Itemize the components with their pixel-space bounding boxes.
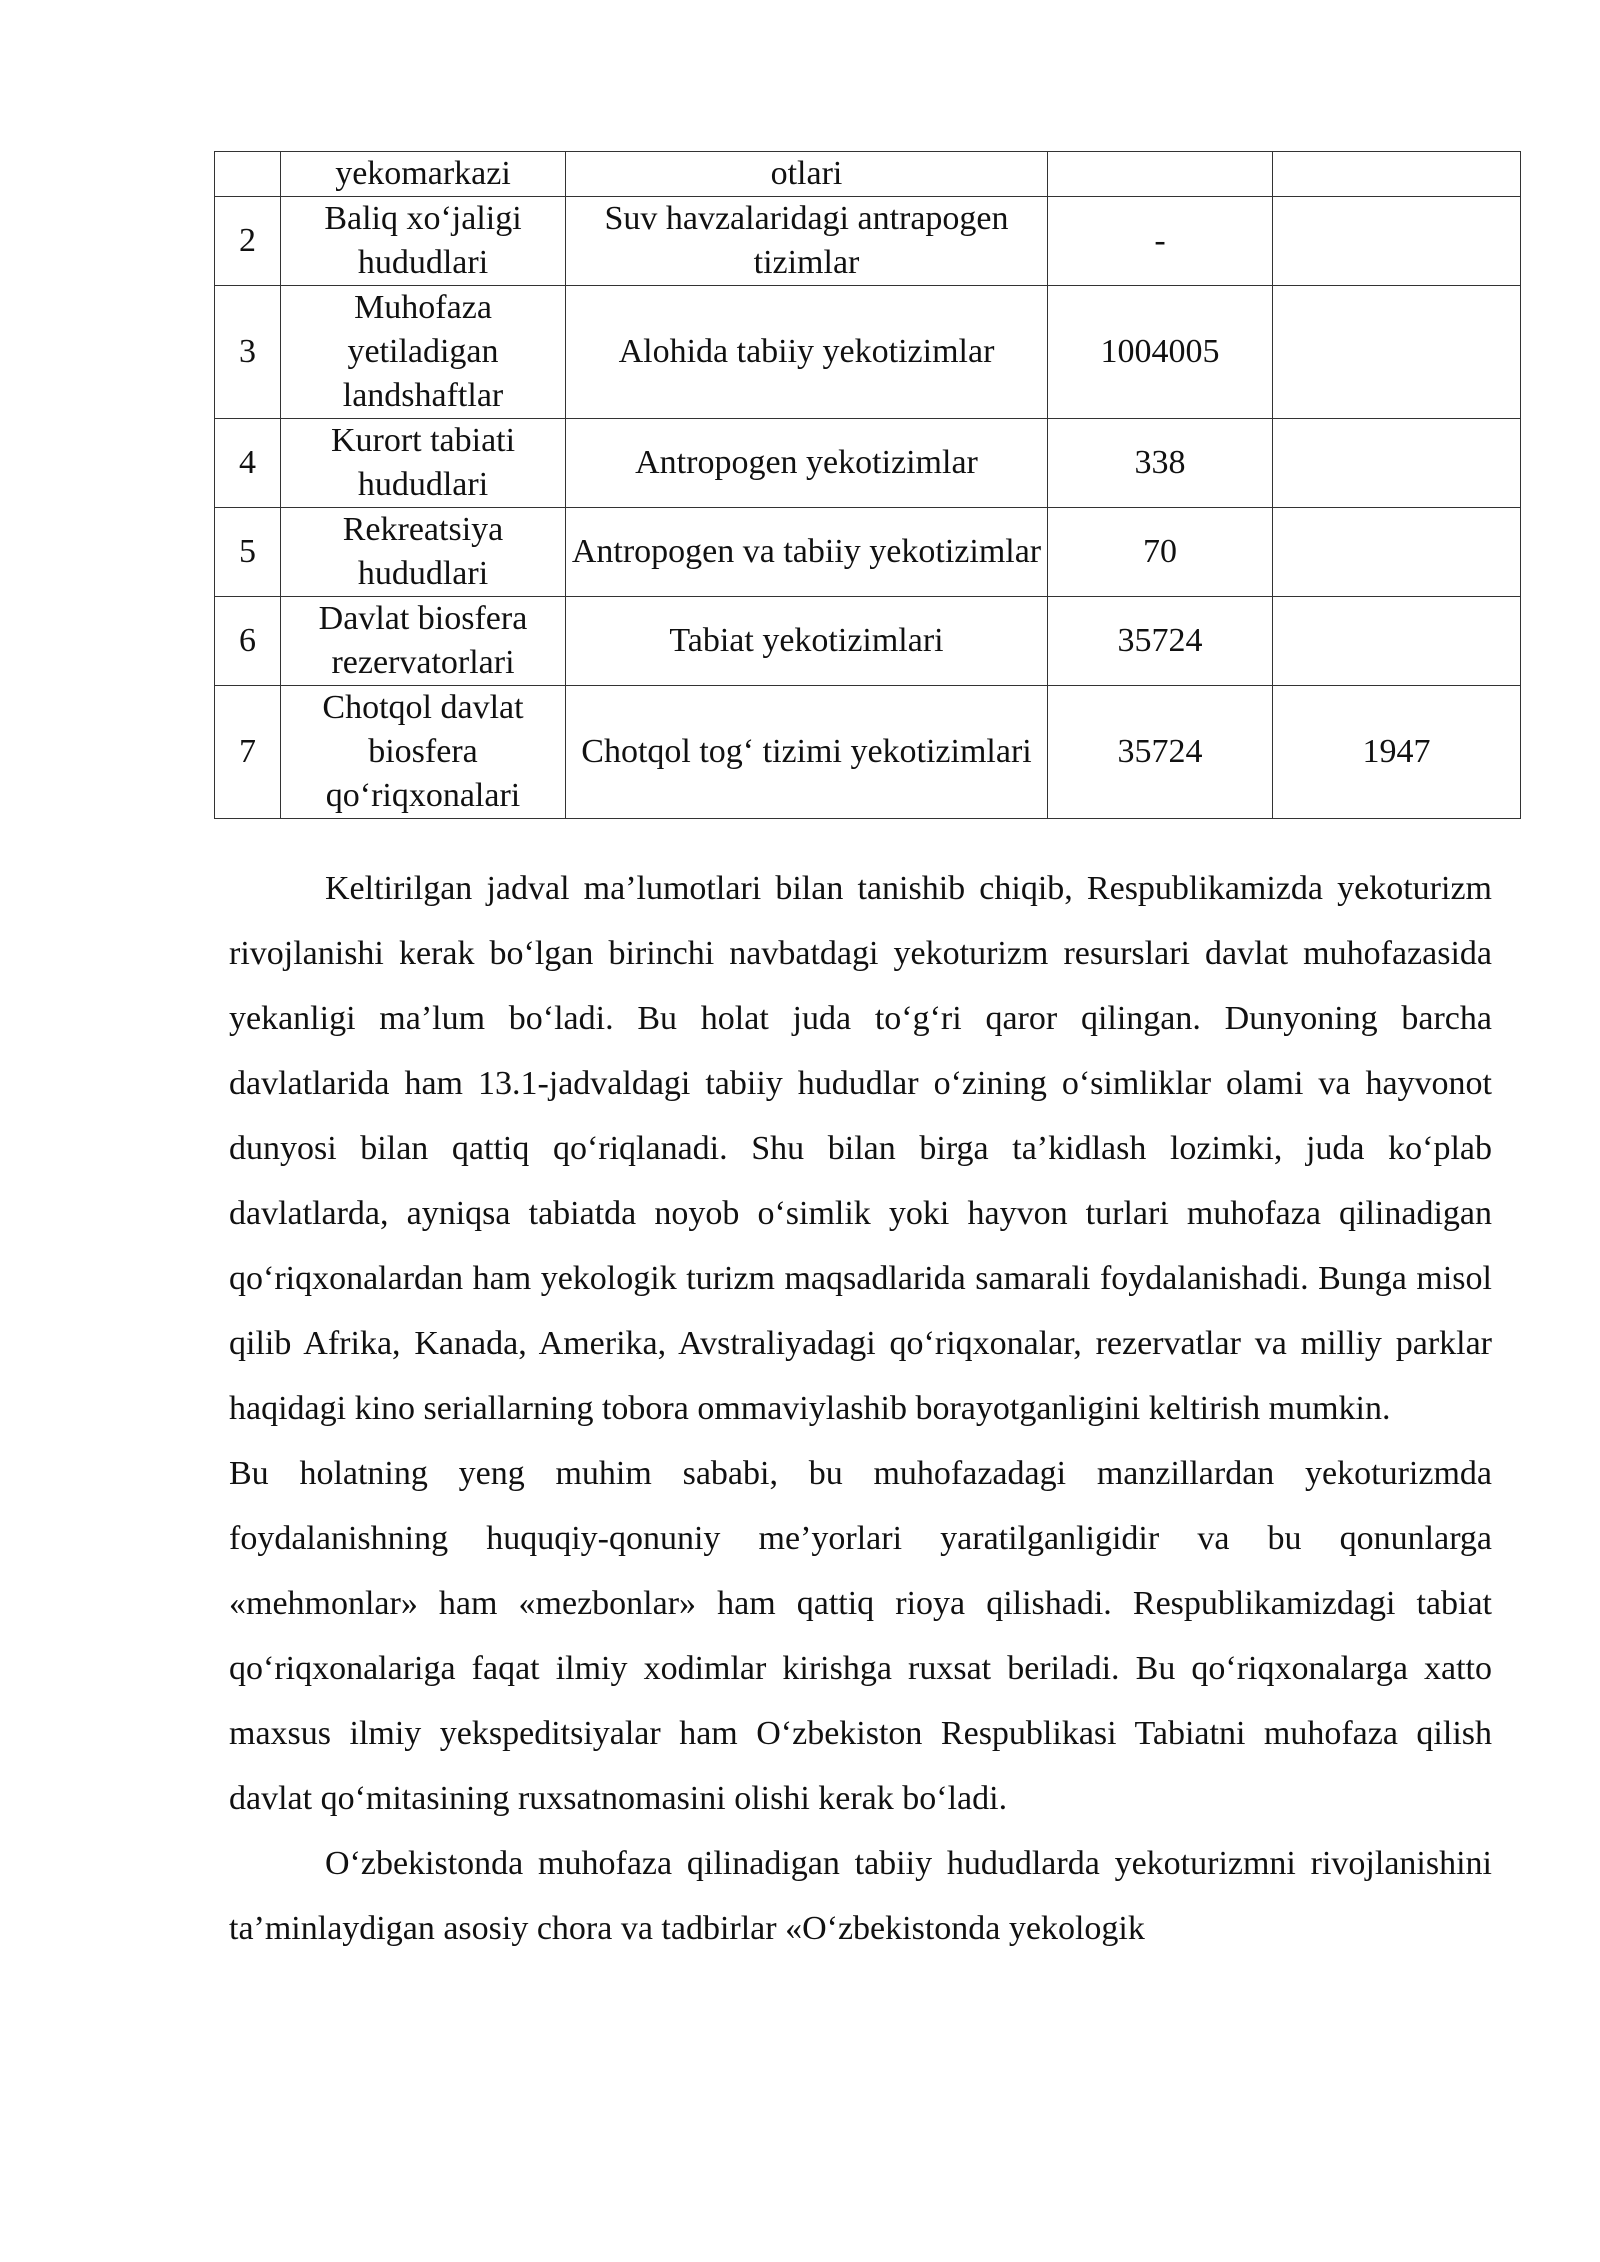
paragraph: O‘zbekistonda muhofaza qilinadigan tabiiy hududlarda yekoturizmni rivojlanishini ta’minlaydigan asosiy chora va tadbirlar «O‘zbekistonda yekologik: [229, 1845, 1492, 1947]
territory-name: Rekreatsiya hududlari: [281, 508, 566, 597]
year-value: [1273, 419, 1521, 508]
territory-name: Kurort tabiati hududlari: [281, 419, 566, 508]
area-value: -: [1048, 197, 1273, 286]
area-value: 70: [1048, 508, 1273, 597]
area-value: [1048, 152, 1273, 197]
area-value: 338: [1048, 419, 1273, 508]
territory-name: Muhofaza yetiladigan landshaftlar: [281, 286, 566, 419]
year-value: [1273, 286, 1521, 419]
paragraph: Keltirilgan jadval ma’lumotlari bilan tanishib chiqib, Respublikamizda yekoturizm rivojlanishi kerak bo‘lgan birinchi navbatdagi yekoturizm resurslari davlat muhofazasida yekanligi ma’lum bo‘ladi. Bu holat juda to‘g‘ri qaror qilingan. Dunyoning barcha davlatlarida ham 13.1-jadvaldagi tabiiy hududlar o‘zining o‘simliklar olami va hayvonot dunyosi bilan qattiq qo‘riqlanadi. Shu bilan birga ta’kidlash lozimki, juda ko‘plab davlatlarda, ayniqsa tabiatda noyob o‘simlik yoki hayvon turlari muhofaza qilinadigan qo‘riqxonalardan ham yekologik turizm maqsadlarida samarali foydalanishadi. Bunga misol qilib Afrika, Kanada, Amerika, Avstraliyadagi qo‘riqxonalar, rezervatlar va milliy parklar haqidagi kino seriallarning tobora ommaviylashib borayotganligini keltirish mumkin.: [229, 870, 1492, 1427]
year-value: [1273, 152, 1521, 197]
ecosystem-type: Suv havzalaridagi antrapogen tizimlar: [566, 197, 1048, 286]
body-text: [229, 856, 1492, 1961]
table-row: [215, 152, 1521, 197]
area-value: 1004005: [1048, 286, 1273, 419]
table-row: [215, 597, 1521, 686]
year-value: 1947: [1273, 686, 1521, 819]
ecosystem-type: Antropogen yekotizimlar: [566, 419, 1048, 508]
year-value: [1273, 597, 1521, 686]
ecotourism-table: [214, 151, 1521, 819]
ecosystem-type: Chotqol tog‘ tizimi yekotizimlari: [566, 686, 1048, 819]
table-row: [215, 286, 1521, 419]
territory-name: yekomarkazi: [281, 152, 566, 197]
area-value: 35724: [1048, 597, 1273, 686]
ecosystem-type: otlari: [566, 152, 1048, 197]
table-row: [215, 419, 1521, 508]
ecosystem-type: Antropogen va tabiiy yekotizimlar: [566, 508, 1048, 597]
row-number: 3: [215, 286, 281, 419]
row-number: 2: [215, 197, 281, 286]
row-number: 6: [215, 597, 281, 686]
year-value: [1273, 508, 1521, 597]
table-row: [215, 508, 1521, 597]
territory-name: Chotqol davlat biosfera qo‘riqxonalari: [281, 686, 566, 819]
ecosystem-type: Tabiat yekotizimlari: [566, 597, 1048, 686]
territory-name: Baliq xo‘jaligi hududlari: [281, 197, 566, 286]
territory-name: Davlat biosfera rezervatorlari: [281, 597, 566, 686]
paragraph: Bu holatning yeng muhim sababi, bu muhofazadagi manzillardan yekoturizmda foydalanishning huquqiy-qonuniy me’yorlari yaratilganligidir va bu qonunlarga «mehmonlar» ham «mezbonlar» ham qattiq rioya qilishadi. Respublikamizdagi tabiat qo‘riqxonalariga faqat ilmiy xodimlar kirishga ruxsat beriladi. Bu qo‘riqxonalarga xatto maxsus ilmiy yekspeditsiyalar ham O‘zbekiston Respublikasi Tabiatni muhofaza qilish davlat qo‘mitasining ruxsatnomasini olishi kerak bo‘ladi.: [229, 1455, 1492, 1817]
row-number: 4: [215, 419, 281, 508]
table-row: [215, 686, 1521, 819]
row-number: [215, 152, 281, 197]
year-value: [1273, 197, 1521, 286]
row-number: 5: [215, 508, 281, 597]
area-value: 35724: [1048, 686, 1273, 819]
table-row: [215, 197, 1521, 286]
ecosystem-type: Alohida tabiiy yekotizimlar: [566, 286, 1048, 419]
row-number: 7: [215, 686, 281, 819]
